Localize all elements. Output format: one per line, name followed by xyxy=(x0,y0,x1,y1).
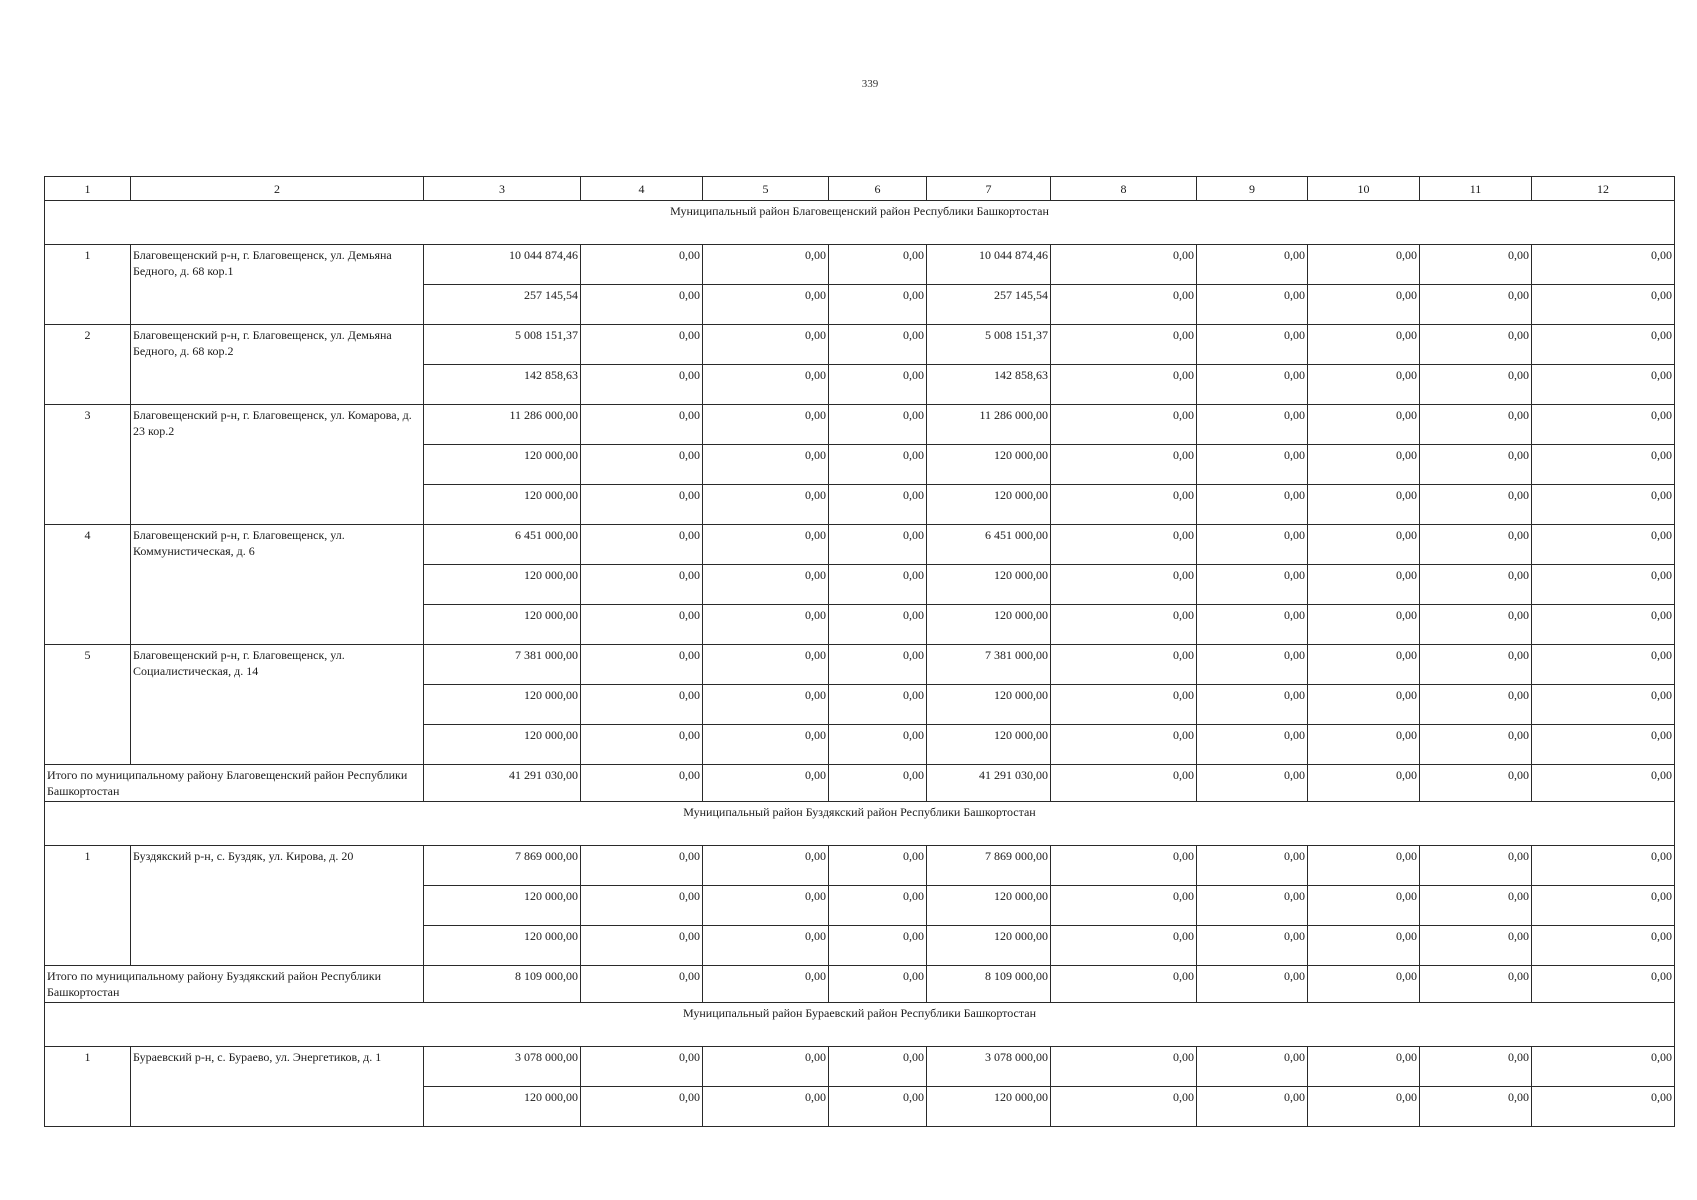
value-cell: 0,00 xyxy=(829,926,927,966)
value-cell: 0,00 xyxy=(1197,1047,1308,1087)
value-cell: 11 286 000,00 xyxy=(424,405,581,445)
total-value-cell: 8 109 000,00 xyxy=(927,966,1051,1003)
item-number: 1 xyxy=(45,245,131,325)
value-cell: 0,00 xyxy=(1420,405,1532,445)
value-cell: 257 145,54 xyxy=(424,285,581,325)
value-cell: 0,00 xyxy=(1308,725,1420,765)
value-cell: 0,00 xyxy=(581,245,703,285)
value-cell: 0,00 xyxy=(1532,846,1675,886)
value-cell: 0,00 xyxy=(829,285,927,325)
value-cell: 0,00 xyxy=(703,725,829,765)
value-cell: 120 000,00 xyxy=(424,926,581,966)
value-cell: 0,00 xyxy=(1051,325,1197,365)
total-value-cell: 0,00 xyxy=(1308,966,1420,1003)
total-value-cell: 0,00 xyxy=(1197,966,1308,1003)
value-cell: 0,00 xyxy=(1308,926,1420,966)
column-number: 7 xyxy=(927,177,1051,201)
value-cell: 0,00 xyxy=(1051,605,1197,645)
value-cell: 0,00 xyxy=(829,445,927,485)
value-cell: 0,00 xyxy=(1197,1087,1308,1127)
value-cell: 0,00 xyxy=(1420,525,1532,565)
value-cell: 0,00 xyxy=(703,685,829,725)
total-value-cell: 0,00 xyxy=(703,765,829,802)
total-value-cell: 0,00 xyxy=(1051,765,1197,802)
value-cell: 0,00 xyxy=(703,285,829,325)
value-cell: 0,00 xyxy=(1532,605,1675,645)
value-cell: 6 451 000,00 xyxy=(424,525,581,565)
total-value-cell: 41 291 030,00 xyxy=(927,765,1051,802)
column-number: 12 xyxy=(1532,177,1675,201)
value-cell: 0,00 xyxy=(829,1047,927,1087)
value-cell: 0,00 xyxy=(1308,285,1420,325)
value-cell: 0,00 xyxy=(1532,525,1675,565)
total-row xyxy=(45,966,1675,1003)
value-cell: 0,00 xyxy=(1197,405,1308,445)
value-cell: 0,00 xyxy=(1308,886,1420,926)
column-number: 5 xyxy=(703,177,829,201)
value-cell: 0,00 xyxy=(1051,846,1197,886)
total-row xyxy=(45,765,1675,802)
total-value-cell: 8 109 000,00 xyxy=(424,966,581,1003)
value-cell: 0,00 xyxy=(1420,485,1532,525)
value-cell: 0,00 xyxy=(1197,365,1308,405)
value-cell: 0,00 xyxy=(581,325,703,365)
table-row xyxy=(45,1047,1675,1087)
value-cell: 3 078 000,00 xyxy=(424,1047,581,1087)
value-cell: 3 078 000,00 xyxy=(927,1047,1051,1087)
value-cell: 0,00 xyxy=(1308,325,1420,365)
column-number: 6 xyxy=(829,177,927,201)
table-row xyxy=(45,645,1675,685)
value-cell: 0,00 xyxy=(703,405,829,445)
value-cell: 0,00 xyxy=(1420,325,1532,365)
value-cell: 0,00 xyxy=(1532,1087,1675,1127)
value-cell: 0,00 xyxy=(1051,645,1197,685)
value-cell: 0,00 xyxy=(1308,846,1420,886)
value-cell: 0,00 xyxy=(1420,245,1532,285)
column-number: 3 xyxy=(424,177,581,201)
value-cell: 142 858,63 xyxy=(927,365,1051,405)
value-cell: 0,00 xyxy=(703,605,829,645)
value-cell: 0,00 xyxy=(1420,365,1532,405)
table-body xyxy=(45,177,1675,1127)
value-cell: 0,00 xyxy=(581,1047,703,1087)
value-cell: 7 381 000,00 xyxy=(927,645,1051,685)
value-cell: 0,00 xyxy=(1051,285,1197,325)
item-number: 5 xyxy=(45,645,131,765)
section-title: Муниципальный район Бураевский район Республики Башкортостан xyxy=(45,1003,1675,1047)
value-cell: 0,00 xyxy=(703,445,829,485)
total-value-cell: 0,00 xyxy=(581,966,703,1003)
total-value-cell: 0,00 xyxy=(1197,765,1308,802)
value-cell: 10 044 874,46 xyxy=(424,245,581,285)
table-row xyxy=(45,325,1675,365)
value-cell: 0,00 xyxy=(1051,245,1197,285)
value-cell: 120 000,00 xyxy=(927,886,1051,926)
value-cell: 0,00 xyxy=(1197,846,1308,886)
value-cell: 0,00 xyxy=(581,365,703,405)
value-cell: 0,00 xyxy=(703,846,829,886)
value-cell: 0,00 xyxy=(581,645,703,685)
item-address: Бураевский р-н, с. Бураево, ул. Энергетиков, д. 1 xyxy=(131,1047,424,1127)
value-cell: 0,00 xyxy=(1308,245,1420,285)
value-cell: 120 000,00 xyxy=(424,605,581,645)
value-cell: 0,00 xyxy=(829,645,927,685)
value-cell: 120 000,00 xyxy=(424,725,581,765)
value-cell: 0,00 xyxy=(581,886,703,926)
value-cell: 120 000,00 xyxy=(424,485,581,525)
table-row xyxy=(45,846,1675,886)
value-cell: 0,00 xyxy=(1420,725,1532,765)
value-cell: 0,00 xyxy=(703,1047,829,1087)
item-number: 4 xyxy=(45,525,131,645)
value-cell: 0,00 xyxy=(1308,1047,1420,1087)
budget-table xyxy=(44,176,1675,1127)
total-value-cell: 0,00 xyxy=(1420,765,1532,802)
value-cell: 0,00 xyxy=(1420,445,1532,485)
value-cell: 7 381 000,00 xyxy=(424,645,581,685)
value-cell: 0,00 xyxy=(1532,365,1675,405)
total-value-cell: 0,00 xyxy=(581,765,703,802)
value-cell: 0,00 xyxy=(1532,565,1675,605)
value-cell: 6 451 000,00 xyxy=(927,525,1051,565)
total-value-cell: 0,00 xyxy=(1308,765,1420,802)
value-cell: 0,00 xyxy=(1197,485,1308,525)
value-cell: 0,00 xyxy=(829,325,927,365)
value-cell: 0,00 xyxy=(1420,565,1532,605)
item-number: 2 xyxy=(45,325,131,405)
value-cell: 0,00 xyxy=(1197,445,1308,485)
section-header-row xyxy=(45,1003,1675,1047)
value-cell: 0,00 xyxy=(1051,685,1197,725)
value-cell: 0,00 xyxy=(581,725,703,765)
value-cell: 0,00 xyxy=(1420,886,1532,926)
value-cell: 0,00 xyxy=(1197,285,1308,325)
item-address: Благовещенский р-н, г. Благовещенск, ул. Коммунистическая, д. 6 xyxy=(131,525,424,645)
total-value-cell: 0,00 xyxy=(1420,966,1532,1003)
value-cell: 257 145,54 xyxy=(927,285,1051,325)
value-cell: 0,00 xyxy=(1532,886,1675,926)
value-cell: 11 286 000,00 xyxy=(927,405,1051,445)
value-cell: 0,00 xyxy=(1051,926,1197,966)
value-cell: 0,00 xyxy=(703,485,829,525)
value-cell: 0,00 xyxy=(581,485,703,525)
value-cell: 0,00 xyxy=(1532,1047,1675,1087)
item-address: Благовещенский р-н, г. Благовещенск, ул. Комарова, д. 23 кор.2 xyxy=(131,405,424,525)
value-cell: 0,00 xyxy=(1051,525,1197,565)
value-cell: 0,00 xyxy=(703,325,829,365)
value-cell: 0,00 xyxy=(1308,565,1420,605)
value-cell: 0,00 xyxy=(1308,485,1420,525)
value-cell: 0,00 xyxy=(829,1087,927,1127)
value-cell: 0,00 xyxy=(1532,926,1675,966)
value-cell: 0,00 xyxy=(1532,405,1675,445)
item-address: Буздякский р-н, с. Буздяк, ул. Кирова, д. 20 xyxy=(131,846,424,966)
value-cell: 0,00 xyxy=(1532,445,1675,485)
value-cell: 120 000,00 xyxy=(927,485,1051,525)
section-header-row xyxy=(45,201,1675,245)
value-cell: 0,00 xyxy=(581,285,703,325)
value-cell: 10 044 874,46 xyxy=(927,245,1051,285)
value-cell: 142 858,63 xyxy=(424,365,581,405)
total-value-cell: 0,00 xyxy=(829,966,927,1003)
column-number: 2 xyxy=(131,177,424,201)
value-cell: 0,00 xyxy=(581,926,703,966)
value-cell: 0,00 xyxy=(1420,1087,1532,1127)
value-cell: 0,00 xyxy=(1308,405,1420,445)
column-number: 10 xyxy=(1308,177,1420,201)
item-number: 3 xyxy=(45,405,131,525)
value-cell: 0,00 xyxy=(1420,645,1532,685)
value-cell: 0,00 xyxy=(1308,605,1420,645)
value-cell: 120 000,00 xyxy=(424,685,581,725)
value-cell: 0,00 xyxy=(581,1087,703,1127)
value-cell: 7 869 000,00 xyxy=(424,846,581,886)
value-cell: 0,00 xyxy=(829,525,927,565)
item-number: 1 xyxy=(45,846,131,966)
value-cell: 0,00 xyxy=(1308,645,1420,685)
value-cell: 0,00 xyxy=(581,405,703,445)
value-cell: 0,00 xyxy=(1197,525,1308,565)
column-number: 4 xyxy=(581,177,703,201)
item-address: Благовещенский р-н, г. Благовещенск, ул. Демьяна Бедного, д. 68 кор.1 xyxy=(131,245,424,325)
value-cell: 0,00 xyxy=(581,846,703,886)
value-cell: 0,00 xyxy=(581,445,703,485)
value-cell: 0,00 xyxy=(1532,285,1675,325)
value-cell: 0,00 xyxy=(1197,605,1308,645)
value-cell: 0,00 xyxy=(1197,325,1308,365)
value-cell: 0,00 xyxy=(829,565,927,605)
column-numbers-row xyxy=(45,177,1675,201)
value-cell: 0,00 xyxy=(1308,365,1420,405)
value-cell: 0,00 xyxy=(1532,685,1675,725)
table-row xyxy=(45,405,1675,445)
value-cell: 0,00 xyxy=(829,725,927,765)
item-address: Благовещенский р-н, г. Благовещенск, ул. Социалистическая, д. 14 xyxy=(131,645,424,765)
value-cell: 0,00 xyxy=(1420,1047,1532,1087)
value-cell: 0,00 xyxy=(1197,565,1308,605)
value-cell: 0,00 xyxy=(1051,445,1197,485)
value-cell: 0,00 xyxy=(1532,485,1675,525)
section-title: Муниципальный район Благовещенский район Республики Башкортостан xyxy=(45,201,1675,245)
section-header-row xyxy=(45,802,1675,846)
value-cell: 0,00 xyxy=(829,405,927,445)
value-cell: 0,00 xyxy=(1197,245,1308,285)
value-cell: 0,00 xyxy=(703,365,829,405)
value-cell: 0,00 xyxy=(829,846,927,886)
value-cell: 0,00 xyxy=(1420,685,1532,725)
value-cell: 0,00 xyxy=(1051,405,1197,445)
value-cell: 0,00 xyxy=(703,926,829,966)
value-cell: 120 000,00 xyxy=(927,725,1051,765)
value-cell: 0,00 xyxy=(1197,926,1308,966)
value-cell: 0,00 xyxy=(1051,886,1197,926)
total-value-cell: 0,00 xyxy=(703,966,829,1003)
value-cell: 0,00 xyxy=(1308,525,1420,565)
value-cell: 120 000,00 xyxy=(927,926,1051,966)
total-value-cell: 0,00 xyxy=(1532,765,1675,802)
value-cell: 0,00 xyxy=(1051,1047,1197,1087)
value-cell: 0,00 xyxy=(703,645,829,685)
page-number: 339 xyxy=(861,78,879,90)
column-number: 11 xyxy=(1420,177,1532,201)
value-cell: 0,00 xyxy=(1308,1087,1420,1127)
value-cell: 0,00 xyxy=(581,685,703,725)
value-cell: 0,00 xyxy=(1051,1087,1197,1127)
value-cell: 0,00 xyxy=(1308,445,1420,485)
total-label: Итого по муниципальному району Благовещенский район Республики Башкортостан xyxy=(45,765,424,802)
value-cell: 0,00 xyxy=(1420,285,1532,325)
value-cell: 0,00 xyxy=(829,365,927,405)
value-cell: 120 000,00 xyxy=(424,1087,581,1127)
value-cell: 0,00 xyxy=(703,886,829,926)
value-cell: 7 869 000,00 xyxy=(927,846,1051,886)
value-cell: 120 000,00 xyxy=(424,886,581,926)
value-cell: 0,00 xyxy=(703,245,829,285)
value-cell: 5 008 151,37 xyxy=(424,325,581,365)
value-cell: 0,00 xyxy=(829,485,927,525)
value-cell: 0,00 xyxy=(1420,846,1532,886)
value-cell: 0,00 xyxy=(1532,725,1675,765)
value-cell: 0,00 xyxy=(829,245,927,285)
total-value-cell: 41 291 030,00 xyxy=(424,765,581,802)
value-cell: 0,00 xyxy=(829,605,927,645)
value-cell: 0,00 xyxy=(1051,565,1197,605)
value-cell: 0,00 xyxy=(581,525,703,565)
total-label: Итого по муниципальному району Буздякский район Республики Башкортостан xyxy=(45,966,424,1003)
column-number: 1 xyxy=(45,177,131,201)
value-cell: 0,00 xyxy=(829,886,927,926)
value-cell: 0,00 xyxy=(1532,245,1675,285)
total-value-cell: 0,00 xyxy=(1051,966,1197,1003)
value-cell: 120 000,00 xyxy=(424,445,581,485)
value-cell: 0,00 xyxy=(1308,685,1420,725)
total-value-cell: 0,00 xyxy=(1532,966,1675,1003)
value-cell: 0,00 xyxy=(1420,605,1532,645)
value-cell: 120 000,00 xyxy=(927,445,1051,485)
value-cell: 0,00 xyxy=(1197,725,1308,765)
value-cell: 0,00 xyxy=(1420,926,1532,966)
value-cell: 120 000,00 xyxy=(424,565,581,605)
item-number: 1 xyxy=(45,1047,131,1127)
total-value-cell: 0,00 xyxy=(829,765,927,802)
value-cell: 0,00 xyxy=(703,1087,829,1127)
value-cell: 0,00 xyxy=(1197,685,1308,725)
value-cell: 0,00 xyxy=(1197,645,1308,685)
value-cell: 0,00 xyxy=(581,605,703,645)
value-cell: 0,00 xyxy=(581,565,703,605)
table-row xyxy=(45,245,1675,285)
table-row xyxy=(45,525,1675,565)
value-cell: 120 000,00 xyxy=(927,605,1051,645)
value-cell: 120 000,00 xyxy=(927,685,1051,725)
value-cell: 120 000,00 xyxy=(927,565,1051,605)
value-cell: 0,00 xyxy=(1051,365,1197,405)
value-cell: 0,00 xyxy=(1051,725,1197,765)
value-cell: 120 000,00 xyxy=(927,1087,1051,1127)
value-cell: 0,00 xyxy=(1197,886,1308,926)
column-number: 8 xyxy=(1051,177,1197,201)
value-cell: 0,00 xyxy=(1532,645,1675,685)
value-cell: 0,00 xyxy=(829,685,927,725)
value-cell: 5 008 151,37 xyxy=(927,325,1051,365)
value-cell: 0,00 xyxy=(703,525,829,565)
section-title: Муниципальный район Буздякский район Республики Башкортостан xyxy=(45,802,1675,846)
value-cell: 0,00 xyxy=(1532,325,1675,365)
column-number: 9 xyxy=(1197,177,1308,201)
value-cell: 0,00 xyxy=(1051,485,1197,525)
item-address: Благовещенский р-н, г. Благовещенск, ул. Демьяна Бедного, д. 68 кор.2 xyxy=(131,325,424,405)
value-cell: 0,00 xyxy=(703,565,829,605)
